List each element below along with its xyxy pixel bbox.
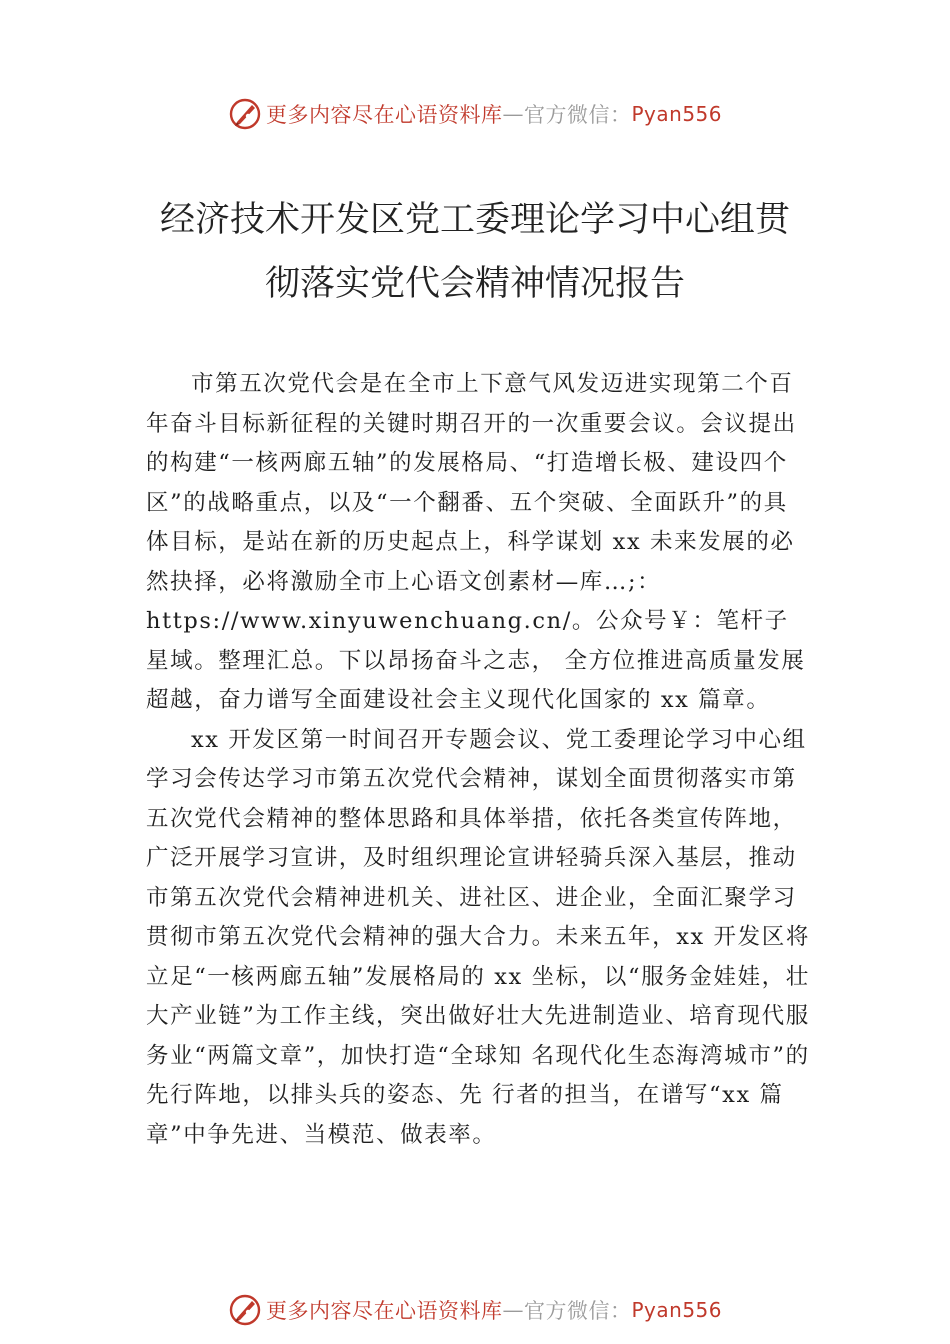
header-watermark-banner bbox=[0, 94, 950, 134]
quill-seal-icon bbox=[228, 97, 262, 131]
body-paragraph-1: 市第五次党代会是在全市上下意气风发迈进实现第二个百年奋斗目标新征程的关键时期召开的一次重要会议。会议提出的构建“一核两廊五轴”的发展格局、“打造增长极、建设四个区”的战略重点，以及“一个翻番、五个突破、全面跃升”的具体目标，是站在新的历史起点上，科学谋划 xx 未来发展的必然抉择，必将激励全市上心语文创素材—库…;：https://www.xinyuwenchuang.cn/。公众号￥：笔杆子星域。整理汇总。下以昂扬奋斗之志， 全方位推进高质量发展超越，奋力谱写全面建设社会主义现代化国家的 xx 篇章。 bbox=[146, 371, 806, 713]
banner-separator: — bbox=[502, 102, 524, 126]
banner-wechat-id: Pyan556 bbox=[631, 102, 722, 126]
title-line-2: 彻落实党代会精神情况报告 bbox=[264, 264, 685, 304]
document-title bbox=[120, 188, 830, 316]
banner-brand-text: 更多内容尽在心语资料库 bbox=[265, 1299, 503, 1323]
banner-wechat-label: 官方微信： bbox=[523, 103, 632, 127]
quill-seal-icon bbox=[228, 1293, 262, 1327]
banner-separator: — bbox=[502, 1298, 524, 1322]
title-line-1: 经济技术开发区党工委理论学习中心组贯 bbox=[159, 200, 790, 240]
document-body bbox=[146, 365, 810, 1155]
banner-wechat-label: 官方微信： bbox=[523, 1299, 632, 1323]
body-paragraph-2: xx 开发区第一时间召开专题会议、党工委理论学习中心组学习会传达学习市第五次党代会精神，谋划全面贯彻落实市第五次党代会精神的整体思路和具体举措，依托各类宣传阵地，广泛开展学习宣讲，及时组织理论宣讲轻骑兵深入基层，推动市第五次党代会精神进机关、进社区、进企业，全面汇聚学习贯彻市第五次党代会精神的强大合力。未来五年，xx 开发区将立足“一核两廊五轴”发展格局的 xx 坐标，以“服务金娃娃，壮大产业链”为工作主线，突出做好壮大先进制造业、培育现代服务业“两篇文章”，加快打造“全球知 名现代化生态海湾城市”的先行阵地，以排头兵的姿态、先 行者的担当，在谱写“xx 篇章”中争先进、当模范、做表率。 bbox=[146, 726, 810, 1148]
footer-watermark-banner bbox=[0, 1290, 950, 1330]
banner-wechat-id: Pyan556 bbox=[631, 1298, 722, 1322]
banner-brand-text: 更多内容尽在心语资料库 bbox=[265, 103, 503, 127]
